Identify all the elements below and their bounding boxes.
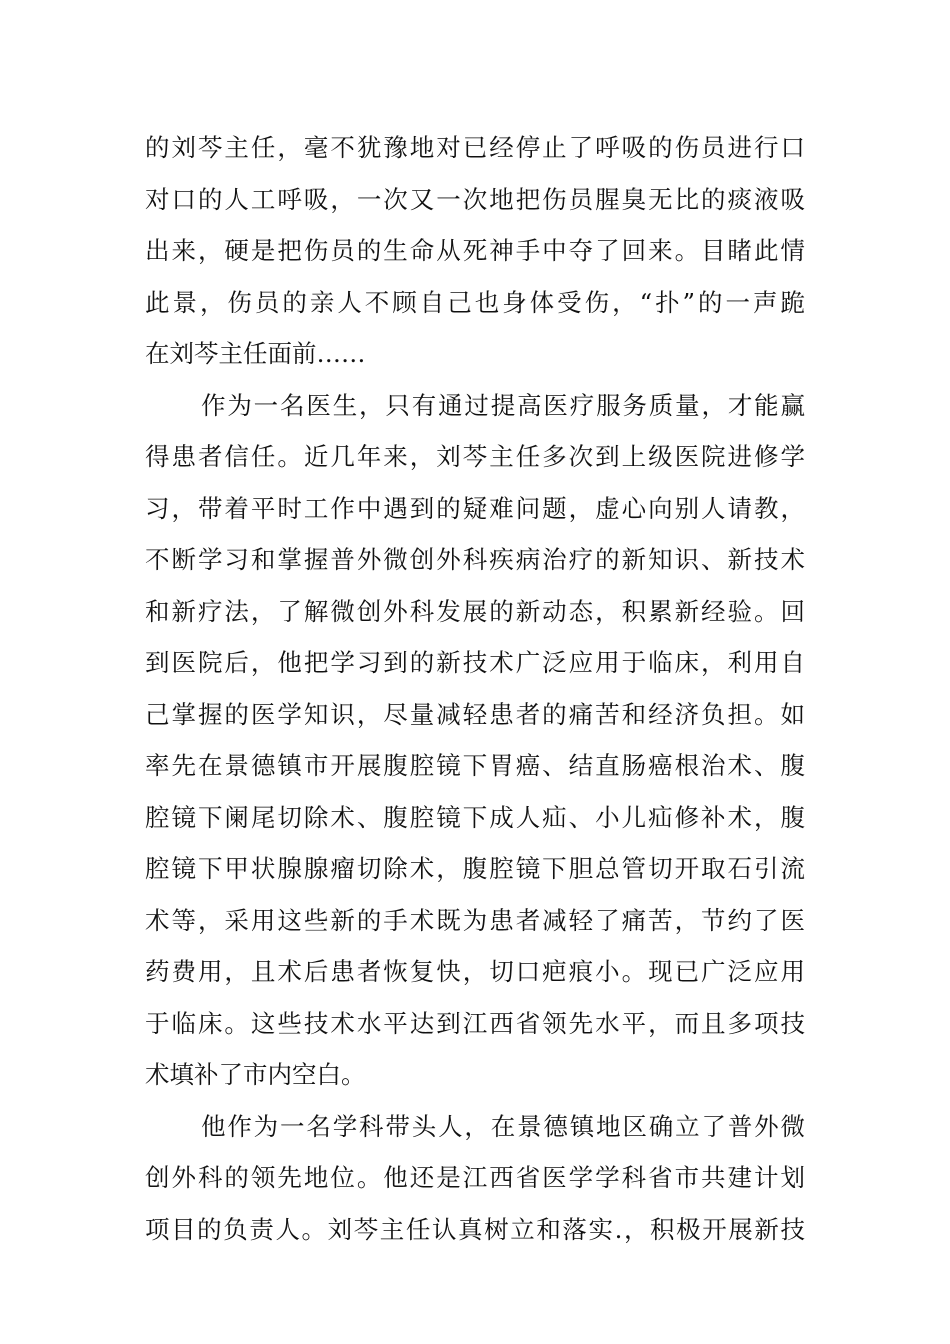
text-line: 的刘芩主任，毫不犹豫地对已经停止了呼吸的伤员进行口 [145, 133, 805, 162]
text-line: 得患者信任。近几年来，刘芩主任多次到上级医院进修学 [145, 442, 805, 471]
text-line: 出来，硬是把伤员的生命从死神手中夺了回来。目睹此情 [145, 236, 805, 265]
text-line: 率先在景德镇市开展腹腔镜下胃癌、结直肠癌根治术、腹 [145, 751, 805, 780]
text-line: 不断学习和掌握普外微创外科疾病治疗的新知识、新技术 [145, 545, 805, 574]
text-line: 术填补了市内空白。 [145, 1060, 366, 1089]
text-line: 己掌握的医学知识，尽量减轻患者的痛苦和经济负担。如 [145, 699, 805, 729]
text-line: 他作为一名学科带头人，在景德镇地区确立了普外微 [201, 1111, 805, 1141]
text-line: 在刘芩主任面前…… [145, 339, 366, 368]
text-line: 此景，伤员的亲人不顾自己也身体受伤，“扑”的一声跪 [145, 287, 805, 317]
text-line: 药费用，且术后患者恢复快，切口疤痕小。现已广泛应用 [145, 957, 805, 986]
text-line: 创外科的领先地位。他还是江西省医学学科省市共建计划 [145, 1163, 805, 1192]
text-line: 腔镜下阑尾切除术、腹腔镜下成人疝、小儿疝修补术，腹 [145, 802, 805, 832]
text-line: 项目的负责人。刘芩主任认真树立和落实.，积极开展新技 [145, 1214, 805, 1244]
text-line: 于临床。这些技术水平达到江西省领先水平，而且多项技 [145, 1008, 805, 1038]
text-line: 作为一名医生，只有通过提高医疗服务质量，才能赢 [201, 390, 805, 420]
text-line: 习，带着平时工作中遇到的疑难问题，虚心向别人请教， [145, 493, 805, 523]
text-line: 到医院后，他把学习到的新技术广泛应用于临床，利用自 [145, 648, 805, 677]
text-line: 术等，采用这些新的手术既为患者减轻了痛苦，节约了医 [145, 905, 805, 935]
text-line: 腔镜下甲状腺腺瘤切除术，腹腔镜下胆总管切开取石引流 [145, 854, 805, 883]
text-line: 对口的人工呼吸，一次又一次地把伤员腥臭无比的痰液吸 [145, 184, 805, 214]
text-line: 和新疗法，了解微创外科发展的新动态，积累新经验。回 [145, 596, 805, 626]
body-text [145, 122, 805, 1255]
